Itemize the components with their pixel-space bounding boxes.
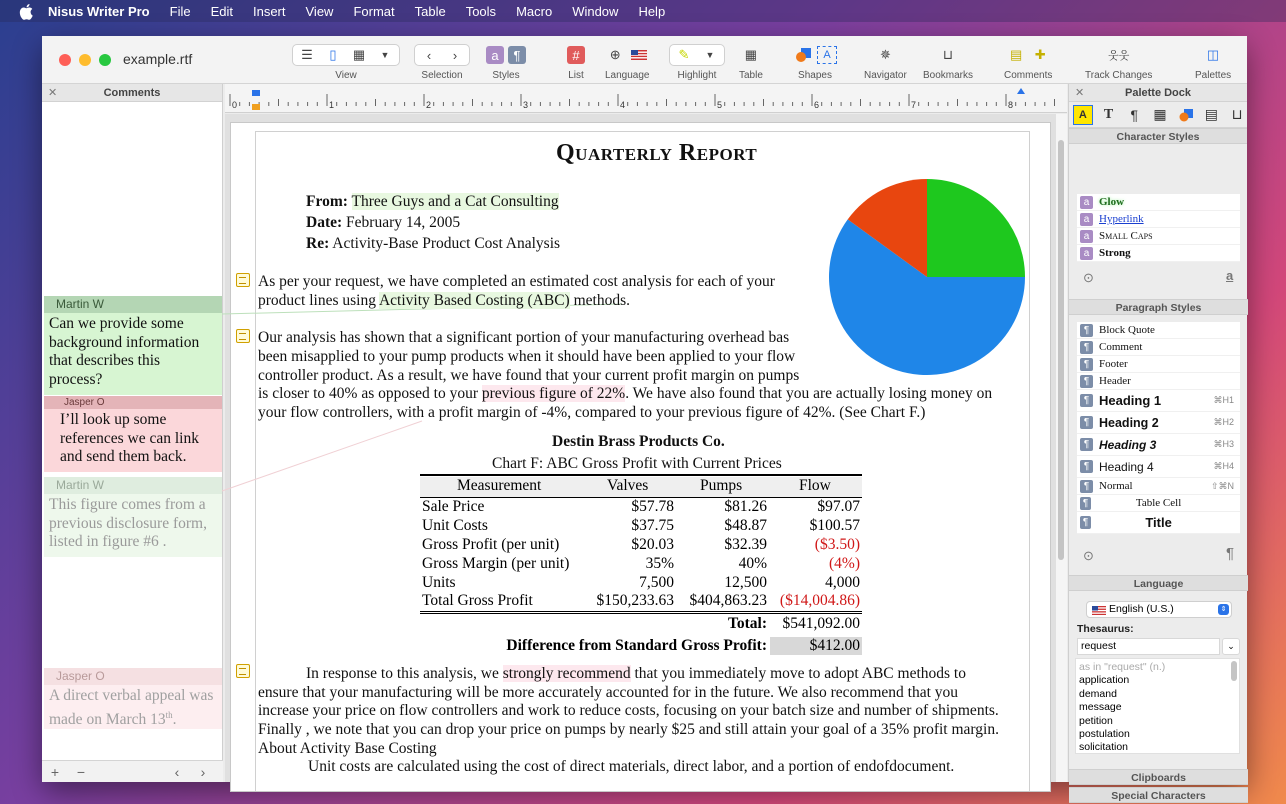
table-rule — [420, 474, 862, 476]
svg-text:4: 4 — [620, 100, 626, 110]
font-palette-tab-icon[interactable]: T — [1103, 106, 1114, 122]
us-flag-icon — [629, 46, 649, 64]
minimize-window-button[interactable] — [79, 54, 91, 66]
chevron-down-icon[interactable]: ⌄ — [1222, 638, 1240, 655]
table-header: Flow — [799, 477, 831, 494]
remove-comment-button[interactable]: − — [76, 763, 86, 780]
re-label: Re: — [306, 235, 330, 252]
comments-icons — [1006, 44, 1050, 66]
svg-text:5: 5 — [717, 100, 723, 110]
special-characters-header[interactable]: Special Characters — [1069, 787, 1248, 803]
table-cell: $404,863.23 — [689, 592, 767, 609]
menu-table[interactable]: Table — [414, 3, 446, 19]
palette-dock — [1068, 84, 1247, 802]
style-name: Footer — [1099, 358, 1128, 370]
comment-text: I’ll look up some references we can link and send them back. — [44, 409, 222, 472]
next-comment-button[interactable]: › — [200, 763, 206, 780]
palette-tabs — [1069, 102, 1247, 128]
document-window — [42, 36, 1247, 802]
thesaurus-scrollbar[interactable] — [1231, 661, 1237, 681]
style-name: Heading 4 — [1099, 459, 1154, 474]
paragraph-3-line-5: About Activity Base Costing — [258, 740, 437, 757]
shapes-icon[interactable] — [793, 46, 813, 64]
style-name: Hyperlink — [1099, 213, 1144, 225]
paragraph-3-line-3: increase your price on flow controllers and work to reduce costs, focusing on your batch size and number of shipments. — [258, 702, 999, 719]
character-style-item[interactable] — [1077, 194, 1240, 211]
company-name: Destin Brass Products Co. — [552, 433, 725, 450]
table-cell: (4%) — [829, 555, 860, 572]
re-value: Activity-Base Product Cost Analysis — [332, 235, 561, 252]
comment-card[interactable] — [44, 668, 222, 729]
paragraph-style-item[interactable] — [1077, 339, 1240, 356]
comment-author: Jasper O — [44, 396, 222, 409]
paragraph-3-line-1 — [306, 665, 966, 683]
sidebar-icon[interactable]: ◫ — [1206, 47, 1220, 62]
svg-text:1: 1 — [329, 100, 335, 110]
toolbar-language[interactable] — [605, 44, 650, 84]
comment-text-sup: th — [165, 709, 173, 720]
comment-card[interactable] — [44, 396, 222, 472]
style-shortcut: ⌘H3 — [1213, 439, 1234, 449]
paragraph-1-line-2 — [258, 292, 630, 310]
language-value: English (U.S.) — [1109, 603, 1174, 615]
document-title — [556, 140, 757, 167]
add-comment-icon[interactable]: ✚ — [1034, 47, 1046, 62]
paragraph-style-icon: ¶ — [1080, 394, 1093, 407]
toolbar-selection[interactable] — [414, 44, 470, 84]
language-icons — [605, 44, 649, 66]
svg-text:0: 0 — [232, 100, 238, 110]
paragraph-style-item[interactable] — [1077, 478, 1240, 495]
p2d-highlight: previous figure of 22% — [481, 385, 626, 402]
style-name: Strong — [1099, 247, 1131, 259]
selection-segment — [414, 44, 470, 66]
memo-from — [306, 193, 559, 211]
toolbar-comments[interactable] — [1004, 44, 1052, 84]
paragraph-style-icon: ¶ — [1080, 375, 1093, 388]
language-select[interactable] — [1086, 601, 1232, 618]
style-name: Glow — [1099, 196, 1125, 208]
comment-text-end: . — [172, 710, 177, 728]
paragraph-3-line-4: Finally , we note that you can drop your price on pumps by nearly $25 and still attain your goal of a 35% profit margin. — [258, 721, 999, 738]
comments-panel — [42, 84, 223, 782]
table-cell: Units — [422, 574, 456, 591]
style-shortcut: ⌘H2 — [1213, 417, 1234, 427]
book-icon[interactable]: ⊔ — [942, 47, 954, 62]
window-title: example.rtf — [123, 51, 193, 67]
toolbar-shapes-label: Shapes — [798, 70, 832, 81]
table-cell: 35% — [645, 555, 674, 572]
table-palette-tab-icon[interactable]: ▦ — [1153, 106, 1167, 122]
date-value: February 14, 2005 — [346, 214, 461, 231]
clipboards-header[interactable]: Clipboards — [1069, 769, 1248, 785]
menu-bar — [0, 0, 1286, 22]
more-options-icon[interactable]: ⊙ — [1083, 548, 1094, 563]
table-cell: 7,500 — [639, 574, 674, 591]
toolbar-navigator-label: Navigator — [864, 70, 907, 81]
paragraph-style-icon: ¶ — [1080, 358, 1093, 371]
comment-note-icon[interactable] — [236, 329, 250, 343]
toolbar-track-changes[interactable] — [1085, 44, 1152, 84]
grid-view-icon[interactable]: ▦ — [352, 47, 366, 62]
style-name: Comment — [1099, 341, 1143, 353]
comment-connector-line — [222, 421, 422, 491]
table-cell: 40% — [738, 555, 767, 572]
p3-highlight: strongly recommend — [502, 665, 631, 682]
style-shortcut: ⌘H1 — [1213, 395, 1234, 405]
table-diff-row — [420, 637, 862, 658]
toolbar-comments-label: Comments — [1004, 70, 1053, 81]
paragraph-1-line-1: As per your request, we have completed an estimated cost analysis for each of your — [258, 273, 775, 290]
comment-text: Can we provide some background information that describes this process? — [44, 313, 222, 395]
toolbar-palettes-label: Palettes — [1195, 70, 1232, 81]
toolbar-highlight[interactable] — [669, 44, 725, 84]
menu-app-name[interactable]: Nisus Writer Pro — [48, 3, 150, 19]
menu-macro[interactable]: Macro — [516, 3, 553, 19]
table-cell: $150,233.63 — [596, 592, 674, 609]
paragraph-style-icon: ¶ — [1080, 341, 1093, 354]
paragraph-2-line-5: your flow controllers, with a profit margin of -4%, compared to your previous figure of 42%. (See Chart F.) — [258, 404, 926, 421]
paragraph-2-line-4 — [258, 385, 992, 403]
navigator-icons — [875, 44, 895, 66]
paragraph-style-item[interactable] — [1077, 456, 1240, 478]
palette-dock-title: Palette Dock — [1124, 87, 1192, 99]
chart-caption: Chart F: ABC Gross Profit with Current Prices — [492, 455, 782, 472]
chevron-down-icon[interactable]: ▼ — [380, 50, 390, 60]
palette-dock-header — [1069, 84, 1247, 102]
page-view-icon[interactable]: ▯ — [329, 47, 337, 62]
thesaurus-input[interactable]: request — [1077, 638, 1220, 655]
thesaurus-word[interactable]: solicitation — [1079, 741, 1129, 754]
character-styles-list — [1077, 194, 1240, 262]
p1b-text: product lines using — [258, 292, 379, 309]
ship-wheel-icon[interactable]: ✵ — [879, 47, 891, 62]
paragraph-style-icon[interactable]: ¶ — [508, 46, 526, 64]
table-cell: 4,000 — [825, 574, 860, 591]
paragraph-2-line-2: been misapplied to your pump products when it should have been applied to your flow — [258, 348, 796, 365]
thesaurus-label: Thesaurus: — [1077, 623, 1134, 635]
toolbar-navigator[interactable] — [864, 44, 907, 84]
table-cell: Sale Price — [422, 498, 485, 515]
pie-slice[interactable] — [927, 179, 1025, 277]
table-header: Measurement — [457, 477, 542, 494]
comment-card[interactable] — [44, 477, 222, 557]
view-segment — [292, 44, 400, 66]
comments-list-icon[interactable]: ▤ — [1010, 47, 1023, 62]
toolbar-table-label: Table — [739, 70, 763, 81]
toolbar-bookmarks[interactable] — [923, 44, 973, 84]
paragraph-style-icon: ¶ — [1080, 497, 1091, 510]
track-changes-icons — [1105, 44, 1133, 66]
table-cell: $100.57 — [809, 517, 860, 534]
character-style-icon[interactable]: a — [486, 46, 504, 64]
toolbar-highlight-label: Highlight — [677, 70, 717, 81]
svg-text:7: 7 — [911, 100, 917, 110]
menu-tools[interactable]: Tools — [465, 3, 497, 19]
toolbar-view[interactable] — [292, 44, 400, 84]
p3-end: that you immediately move to adopt ABC methods to — [630, 665, 966, 682]
chevron-left-icon[interactable]: ‹ — [426, 47, 432, 63]
svg-text:8: 8 — [1008, 100, 1014, 110]
shapes-palette-tab-icon[interactable] — [1176, 105, 1196, 125]
style-name: Small Caps — [1099, 230, 1153, 242]
character-style-action-icon[interactable]: a — [1226, 268, 1234, 283]
comments-panel-header — [42, 84, 222, 102]
character-palette-tab-icon[interactable]: A — [1073, 105, 1093, 125]
paragraph-style-item[interactable] — [1077, 390, 1240, 412]
close-icon[interactable]: ✕ — [1075, 87, 1085, 99]
chevron-down-icon[interactable]: ▼ — [705, 50, 715, 60]
list-icons — [567, 44, 585, 66]
table-header: Valves — [607, 477, 649, 494]
table-cell: $37.75 — [631, 517, 674, 534]
from-value: Three Guys and a Cat Consulting — [351, 193, 559, 210]
chevron-right-icon[interactable]: › — [452, 47, 458, 63]
toolbar-view-label: View — [335, 70, 357, 81]
style-name: Heading 2 — [1099, 415, 1159, 430]
p1b-end: methods. — [569, 292, 630, 309]
paragraph-style-item[interactable] — [1077, 495, 1240, 512]
style-name: Table Cell — [1135, 497, 1182, 509]
style-name: Heading 1 — [1099, 393, 1162, 408]
table-icon[interactable]: ▦ — [744, 47, 758, 62]
paragraph-style-item[interactable] — [1077, 373, 1240, 390]
character-style-icon: a — [1080, 247, 1093, 260]
toolbar-table[interactable] — [739, 44, 763, 84]
date-label: Date: — [306, 214, 343, 231]
style-name: Normal — [1099, 480, 1133, 492]
pie-chart[interactable] — [828, 178, 1026, 376]
table-row — [420, 517, 862, 536]
comment-text — [44, 685, 222, 729]
highlight-segment — [669, 44, 725, 66]
text-box-icon[interactable]: A — [817, 46, 837, 64]
toolbar-language-label: Language — [605, 70, 650, 81]
menu-insert[interactable]: Insert — [252, 3, 286, 19]
table-header: Pumps — [700, 477, 743, 494]
scrollbar-thumb[interactable] — [1058, 140, 1064, 560]
comment-author: Jasper O — [44, 668, 222, 685]
book-palette-tab-icon[interactable]: ⊔ — [1231, 106, 1243, 122]
menu-view[interactable]: View — [305, 3, 334, 19]
people-icon[interactable]: 웃웃 — [1108, 50, 1130, 62]
menu-window[interactable]: Window — [572, 3, 619, 19]
paragraph-style-icon: ¶ — [1080, 516, 1091, 529]
table-row — [420, 536, 862, 555]
thesaurus-word[interactable]: petition — [1079, 714, 1113, 727]
paragraph-style-action-icon[interactable]: ¶ — [1226, 545, 1235, 562]
total-label: Total: — [727, 615, 767, 632]
paragraph-style-item[interactable] — [1077, 434, 1240, 456]
character-style-icon: a — [1080, 213, 1093, 226]
table-cell: ($14,004.86) — [779, 592, 860, 609]
table-header-row — [420, 477, 862, 497]
thesaurus-word[interactable]: message — [1079, 701, 1122, 714]
table-cell: $97.07 — [817, 498, 860, 515]
memo-date — [306, 214, 460, 232]
list-icon[interactable]: # — [567, 46, 585, 64]
comment-text: This figure comes from a previous disclosure form, listed in figure #6 . — [44, 494, 222, 557]
toolbar — [42, 36, 1247, 84]
comments-footer — [42, 760, 223, 782]
table-cell: $81.26 — [724, 498, 767, 515]
paragraph-palette-tab-icon[interactable]: ¶ — [1130, 106, 1139, 123]
toolbar-styles-label: Styles — [492, 70, 520, 81]
chevron-updown-icon: ⇕ — [1218, 604, 1229, 615]
style-name: Heading 3 — [1099, 437, 1157, 452]
close-icon[interactable]: ✕ — [48, 87, 58, 99]
comment-note-icon[interactable] — [236, 664, 250, 678]
character-style-item[interactable] — [1077, 211, 1240, 228]
table-icons — [741, 44, 761, 66]
thesaurus-hint: as in "request" (n.) — [1079, 661, 1166, 673]
comment-note-icon[interactable] — [236, 273, 250, 287]
paragraph-style-icon: ¶ — [1080, 480, 1093, 493]
character-style-item[interactable] — [1077, 228, 1240, 245]
from-label: From: — [306, 193, 348, 210]
toolbar-styles[interactable] — [486, 44, 526, 84]
previous-comment-button[interactable]: ‹ — [174, 763, 180, 780]
paragraph-style-icon: ¶ — [1080, 460, 1093, 473]
toolbar-bookmarks-label: Bookmarks — [923, 70, 974, 81]
table-total-row — [420, 615, 862, 635]
comment-card[interactable] — [44, 296, 222, 395]
svg-text:3: 3 — [523, 100, 529, 110]
table-cell: $20.03 — [631, 536, 674, 553]
document-title-text: Quarterly Report — [556, 140, 758, 166]
svg-text:6: 6 — [814, 100, 820, 110]
document-palette-tab-icon[interactable]: ▤ — [1204, 106, 1219, 122]
menu-file[interactable]: File — [169, 3, 191, 19]
table-row — [420, 498, 862, 517]
table-row — [420, 574, 862, 593]
document-scrollbar[interactable] — [1056, 114, 1067, 782]
table-cell: Unit Costs — [422, 517, 488, 534]
toolbar-shapes[interactable] — [793, 44, 837, 84]
table-row — [420, 592, 862, 611]
toolbar-list-label: List — [568, 70, 584, 81]
styles-icons — [486, 44, 526, 66]
memo-re — [306, 235, 560, 253]
close-window-button[interactable] — [59, 54, 71, 66]
paragraph-styles-header: Paragraph Styles — [1069, 299, 1248, 315]
apple-icon[interactable] — [18, 3, 34, 19]
style-name: Block Quote — [1099, 324, 1155, 336]
p2d-text: is closer to 40% as opposed to your — [258, 385, 482, 402]
globe-icon[interactable]: ⊕ — [609, 47, 621, 62]
paragraph-styles-list — [1077, 322, 1240, 534]
svg-text:2: 2 — [426, 100, 432, 110]
us-flag-icon — [1092, 605, 1106, 620]
more-options-icon[interactable]: ⊙ — [1083, 270, 1094, 285]
list-view-icon[interactable]: ☰ — [301, 47, 313, 62]
table-cell: $48.87 — [724, 517, 767, 534]
thesaurus-word[interactable]: demand — [1079, 687, 1117, 700]
paragraph-style-item[interactable] — [1077, 322, 1240, 339]
character-style-icon: a — [1080, 230, 1093, 243]
comment-text-main: A direct verbal appeal was made on March 13 — [49, 687, 214, 728]
table-row — [420, 555, 862, 574]
table-cell: $57.78 — [631, 498, 674, 515]
paragraph-2-line-3: controller product. As a result, we have found that your current profit margin on pumps — [258, 367, 800, 384]
character-styles-header: Character Styles — [1069, 128, 1247, 144]
add-comment-button[interactable]: + — [50, 763, 60, 780]
thesaurus-word[interactable]: postulation — [1079, 728, 1130, 741]
style-shortcut: ⇧⌘N — [1210, 480, 1234, 491]
menu-format[interactable]: Format — [353, 3, 395, 19]
menu-edit[interactable]: Edit — [210, 3, 233, 19]
table-cell: Gross Margin (per unit) — [422, 555, 570, 572]
table-cell: $32.39 — [724, 536, 767, 553]
ruler-scale — [225, 84, 1067, 113]
paragraph-style-icon: ¶ — [1080, 438, 1093, 451]
table-cell: ($3.50) — [814, 536, 860, 553]
comment-author: Martin W — [44, 296, 222, 313]
table-rule — [420, 611, 862, 612]
thesaurus-word[interactable]: application — [1079, 674, 1130, 687]
comments-panel-title: Comments — [103, 87, 161, 99]
language-header: Language — [1069, 575, 1248, 591]
toolbar-list[interactable] — [567, 44, 585, 84]
p2d-end: . We have also found that you are actually losing money on — [625, 385, 993, 402]
style-shortcut: ⌘H4 — [1213, 461, 1234, 471]
palettes-icons — [1203, 44, 1223, 66]
paragraph-2-line-1: Our analysis has shown that a significant portion of your manufacturing overhead bas — [258, 329, 790, 346]
toolbar-palettes[interactable] — [1195, 44, 1231, 84]
character-style-item[interactable] — [1077, 245, 1240, 262]
table-cell: 12,500 — [724, 574, 767, 591]
p1b-highlight: Activity Based Costing (ABC) — [378, 292, 570, 309]
character-style-icon: a — [1080, 196, 1093, 209]
style-name: Title — [1145, 515, 1172, 530]
comment-author: Martin W — [44, 477, 222, 494]
bookmarks-icons — [938, 44, 958, 66]
paragraph-3-line-2: ensure that your manufacturing will be more accurately accounted for in the future. We also recommend that you — [258, 684, 959, 701]
paragraph-style-icon: ¶ — [1080, 324, 1093, 337]
total-value: $541,092.00 — [782, 615, 860, 632]
paragraph-style-item[interactable] — [1077, 512, 1240, 534]
diff-label: Difference from Standard Gross Profit: — [506, 637, 767, 654]
paragraph-4-line-1: Unit costs are calculated using the cost of direct materials, direct labor, and a portion of endofdocument. — [308, 758, 955, 775]
ruler[interactable] — [225, 84, 1067, 113]
zoom-window-button[interactable] — [99, 54, 111, 66]
table-rule — [420, 613, 862, 614]
table-cell: Total Gross Profit — [422, 592, 533, 609]
paragraph-style-icon: ¶ — [1080, 416, 1093, 429]
menu-help[interactable]: Help — [638, 3, 666, 19]
paragraph-style-item[interactable] — [1077, 356, 1240, 373]
diff-value: $412.00 — [770, 637, 862, 655]
paragraph-style-item[interactable] — [1077, 412, 1240, 434]
thesaurus-results — [1075, 658, 1240, 754]
shapes-icons — [793, 44, 837, 66]
p3-text: In response to this analysis, we — [306, 665, 503, 682]
highlighter-icon[interactable]: ✎ — [678, 47, 690, 62]
table-cell: Gross Profit (per unit) — [422, 536, 560, 553]
toolbar-selection-label: Selection — [421, 70, 463, 81]
toolbar-track-changes-label: Track Changes — [1085, 70, 1153, 81]
style-name: Header — [1099, 375, 1131, 387]
